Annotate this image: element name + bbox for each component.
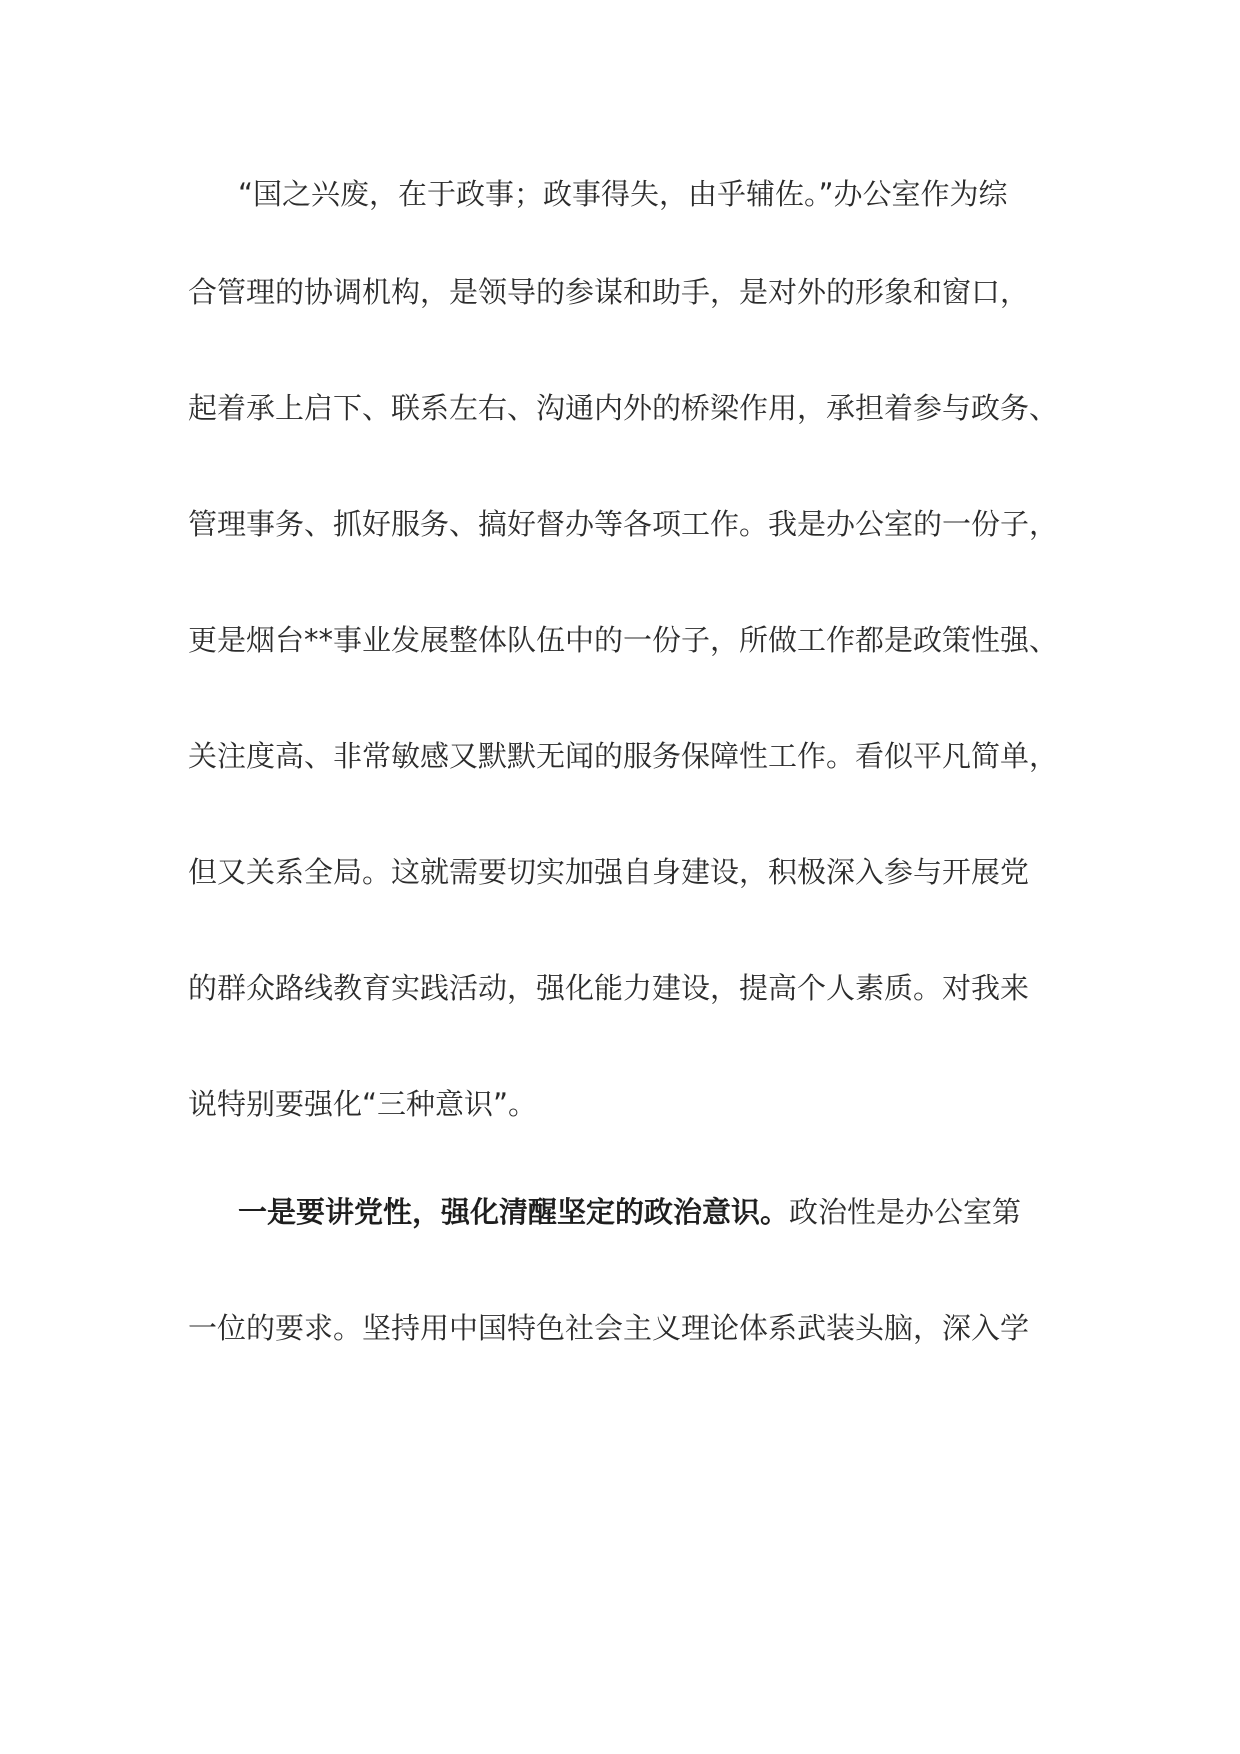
paragraph2-line-2: 一位的要求。坚持用中国特色社会主义理论体系武装头脑，深入学 xyxy=(188,1311,1030,1345)
paragraph-line-6: 关注度高、非常敏感又默默无闻的服务保障性工作。看似平凡简单， xyxy=(188,739,1059,773)
paragraph-line-9: 说特别要强化“三种意识”。 xyxy=(188,1087,538,1121)
paragraph-line-3: 起着承上启下、联系左右、沟通内外的桥梁作用，承担着参与政务、 xyxy=(188,391,1059,425)
paragraph2-line-1-rest: 政治性是办公室第 xyxy=(789,1195,1022,1229)
paragraph2-line-1 xyxy=(238,1192,1118,1232)
paragraph-line-7: 但又关系全局。这就需要切实加强自身建设，积极深入参与开展党 xyxy=(188,855,1030,889)
paragraph-line-2: 合管理的协调机构，是领导的参谋和助手，是对外的形象和窗口， xyxy=(188,275,1030,309)
bold-lead-heading: 一是要讲党性，强化清醒坚定的政治意识。 xyxy=(238,1195,790,1229)
paragraph-line-1: “国之兴废，在于政事；政事得失，由乎辅佐。”办公室作为综 xyxy=(238,177,1008,211)
paragraph-line-4: 管理事务、抓好服务、搞好督办等各项工作。我是办公室的一份子， xyxy=(188,507,1059,541)
paragraph-line-5: 更是烟台**事业发展整体队伍中的一份子，所做工作都是政策性强、 xyxy=(188,623,1059,657)
paragraph-line-8: 的群众路线教育实践活动，强化能力建设，提高个人素质。对我来 xyxy=(188,971,1030,1005)
